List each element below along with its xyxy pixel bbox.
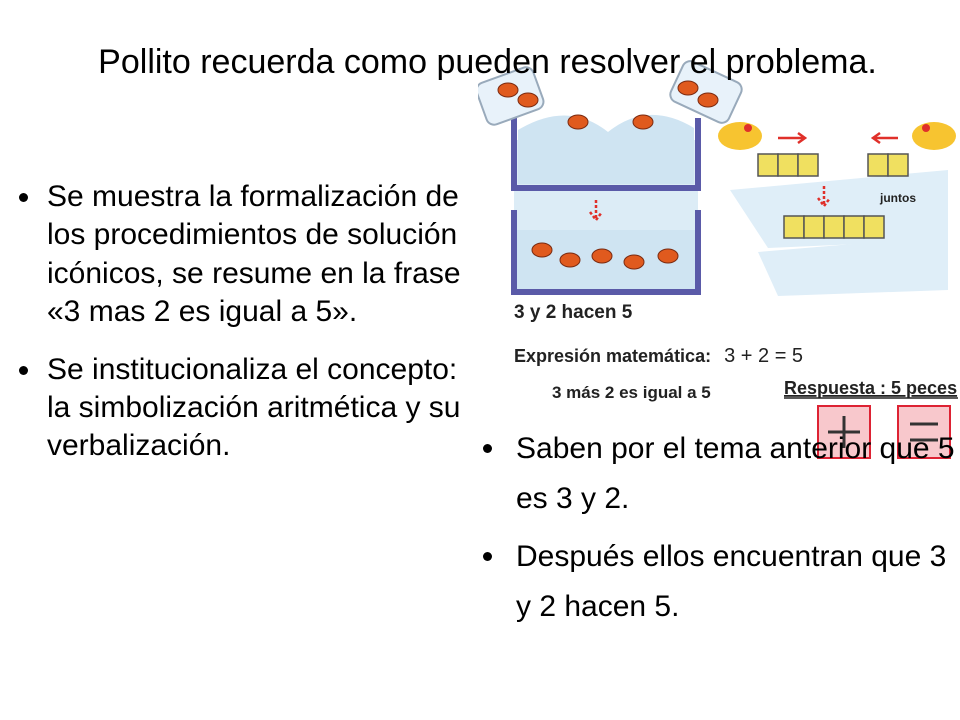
left-bullet-2-text: Se institucionaliza el concepto: la simbolización aritmética y su verbalización. — [47, 352, 461, 463]
verbal-text: 3 más 2 es igual a 5 — [552, 383, 711, 402]
right-bullet-2-text: Después ellos encuentran que 3 y 2 hacen 5. — [516, 540, 947, 623]
block-icon — [758, 154, 908, 176]
problem-illustration — [478, 60, 960, 460]
left-bullet-list — [12, 178, 477, 485]
bullet-icon — [19, 193, 28, 202]
slide-title: Pollito recuerda como pueden resolver el problema. — [98, 43, 877, 81]
chick-icon — [718, 122, 956, 150]
right-bullet-list — [478, 424, 958, 640]
right-bullet-1 — [478, 424, 958, 524]
right-bullet-1-text: Saben por el tema anterior que 5 es 3 y 2. — [516, 432, 955, 515]
expression-label-text: Expresión matemática: — [514, 346, 712, 366]
expression-text: 3 + 2 = 5 — [724, 345, 804, 367]
illustration-svg — [478, 60, 960, 460]
right-bullet-2 — [478, 532, 958, 632]
right-arrow-icon — [778, 133, 805, 143]
caption-text: 3 y 2 hacen 5 — [514, 302, 633, 323]
fish-tank-icon — [514, 115, 698, 245]
left-arrow-icon — [873, 133, 898, 143]
expression-label — [514, 345, 803, 367]
bullet-icon — [483, 552, 492, 561]
block-icon — [784, 216, 884, 238]
bullet-icon — [483, 444, 492, 453]
left-bullet-1-text: Se muestra la formalización de los procedimientos de solución icónicos, se resume en la frase «3 mas 2 es igual a 5». — [47, 180, 461, 329]
bullet-icon — [19, 366, 28, 375]
together-label: juntos — [880, 191, 916, 205]
left-bullet-1 — [12, 178, 477, 332]
answer-text: Respuesta : 5 peces — [784, 378, 958, 398]
left-bullet-2 — [12, 351, 477, 466]
